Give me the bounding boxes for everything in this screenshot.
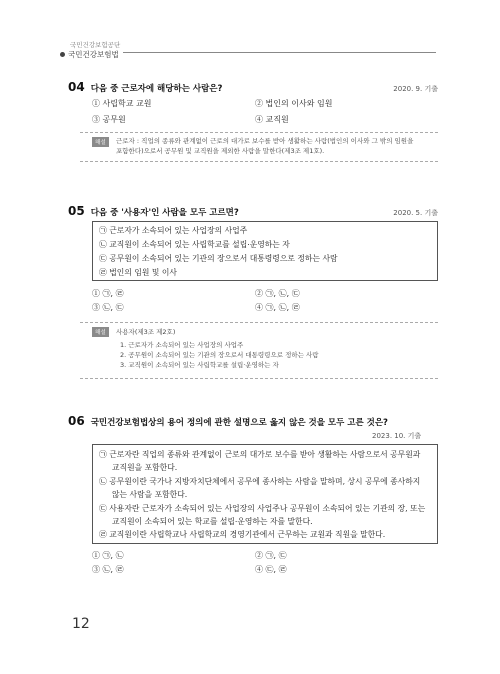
option-1[interactable]: ① 사립학교 교원 bbox=[92, 99, 152, 108]
explanation-line: 사용자(제3조 제2호) bbox=[116, 328, 176, 336]
explanation bbox=[116, 136, 413, 156]
divider bbox=[80, 378, 438, 379]
option-1[interactable]: ① ㉠, ㉣ bbox=[92, 289, 124, 298]
explanation-tag: 해설 bbox=[92, 137, 109, 147]
question-text: 국민건강보험법상의 용어 정의에 관한 설명으로 옳지 않은 것을 모두 고른 것은? bbox=[90, 418, 388, 428]
statement-box bbox=[92, 444, 438, 544]
question-source: 2020. 9. 기출 bbox=[393, 85, 438, 93]
bullet-icon bbox=[60, 52, 65, 57]
header-section: 국민건강보험법 bbox=[68, 49, 123, 60]
question-source: 2023. 10. 기출 bbox=[372, 432, 422, 440]
statement-cont: 교직원을 포함한다. bbox=[112, 463, 178, 472]
header-rule bbox=[68, 52, 436, 53]
divider bbox=[80, 161, 438, 162]
question-source: 2020. 5. 기출 bbox=[393, 209, 438, 217]
statement: ㉡ 공무원이란 국가나 지방자치단체에서 공무에 종사하는 사람을 말하며, 상시 공무에 종사하지 bbox=[99, 477, 421, 486]
option-2[interactable]: ② ㉠, ㉡, ㉢ bbox=[255, 289, 300, 298]
option-4[interactable]: ④ ㉠, ㉡, ㉣ bbox=[255, 303, 300, 312]
statement-cont: 않는 사람을 포함한다. bbox=[112, 490, 188, 499]
explanation-line: 포함한다)으로서 공무원 및 교직원을 제외한 사람을 말한다(제3조 제1호). bbox=[116, 147, 325, 155]
option-2[interactable]: ② 법인의 이사와 임원 bbox=[255, 99, 333, 108]
option-3[interactable]: ③ 공무원 bbox=[92, 115, 126, 124]
question-text: 다음 중 '사용자'인 사람을 모두 고르면? bbox=[90, 208, 239, 218]
question-06 bbox=[68, 414, 438, 428]
statement: ㉣ 법인의 임원 및 이사 bbox=[99, 268, 177, 277]
option-1[interactable]: ① ㉠, ㉡ bbox=[92, 551, 124, 560]
statement: ㉠ 근로자란 직업의 종류와 관계없이 근로의 대가로 보수를 받아 생활하는 사람으로서 공무원과 bbox=[99, 450, 421, 459]
option-4[interactable]: ④ 교직원 bbox=[255, 115, 289, 124]
statement: ㉡ 교직원이 소속되어 있는 사립학교를 설립·운영하는 자 bbox=[99, 240, 290, 249]
question-04 bbox=[68, 80, 438, 94]
explanation-tag: 해설 bbox=[92, 327, 109, 337]
question-number: 05 bbox=[68, 204, 85, 218]
option-3[interactable]: ③ ㉡, ㉢ bbox=[92, 303, 124, 312]
explanation-line: 근로자 : 직업의 종류와 관계없이 근로의 대가로 보수를 받아 생활하는 사람(법인의 이사와 그 밖의 임원을 bbox=[116, 137, 414, 145]
statement: ㉢ 사용자란 근로자가 소속되어 있는 사업장의 사업주나 공무원이 소속되어 있는 기관의 장, 또는 bbox=[99, 504, 426, 513]
question-text: 다음 중 근로자에 해당하는 사람은? bbox=[90, 84, 223, 94]
statement-cont: 교직원이 소속되어 있는 학교를 설립·운영하는 자를 말한다. bbox=[112, 517, 313, 526]
question-05 bbox=[68, 204, 438, 218]
explanation-list bbox=[120, 340, 319, 370]
explanation bbox=[116, 327, 175, 337]
option-2[interactable]: ② ㉠, ㉢ bbox=[255, 551, 287, 560]
statement-box bbox=[92, 221, 438, 281]
divider bbox=[80, 132, 438, 133]
question-number: 06 bbox=[68, 414, 85, 428]
option-3[interactable]: ③ ㉡, ㉣ bbox=[92, 565, 124, 574]
option-4[interactable]: ④ ㉢, ㉣ bbox=[255, 565, 287, 574]
statement: ㉠ 근로자가 소속되어 있는 사업장의 사업주 bbox=[99, 226, 248, 235]
explanation-line: 1. 근로자가 소속되어 있는 사업장의 사업주 bbox=[120, 341, 244, 349]
header-org: 국민건강보험공단 bbox=[70, 41, 121, 49]
explanation-line: 2. 공무원이 소속되어 있는 기관의 장으로서 대통령령으로 정하는 사람 bbox=[120, 351, 319, 359]
page-number: 12 bbox=[72, 616, 90, 632]
question-number: 04 bbox=[68, 80, 85, 94]
statement: ㉢ 공무원이 소속되어 있는 기관의 장으로서 대통령령으로 정하는 사람 bbox=[99, 254, 338, 263]
divider bbox=[80, 322, 438, 323]
statement: ㉣ 교직원이란 사립학교나 사립학교의 경영기관에서 근무하는 교원과 직원을 말한다. bbox=[99, 530, 386, 539]
explanation-line: 3. 교직원이 소속되어 있는 사립학교를 설립·운영하는 자 bbox=[120, 361, 279, 369]
